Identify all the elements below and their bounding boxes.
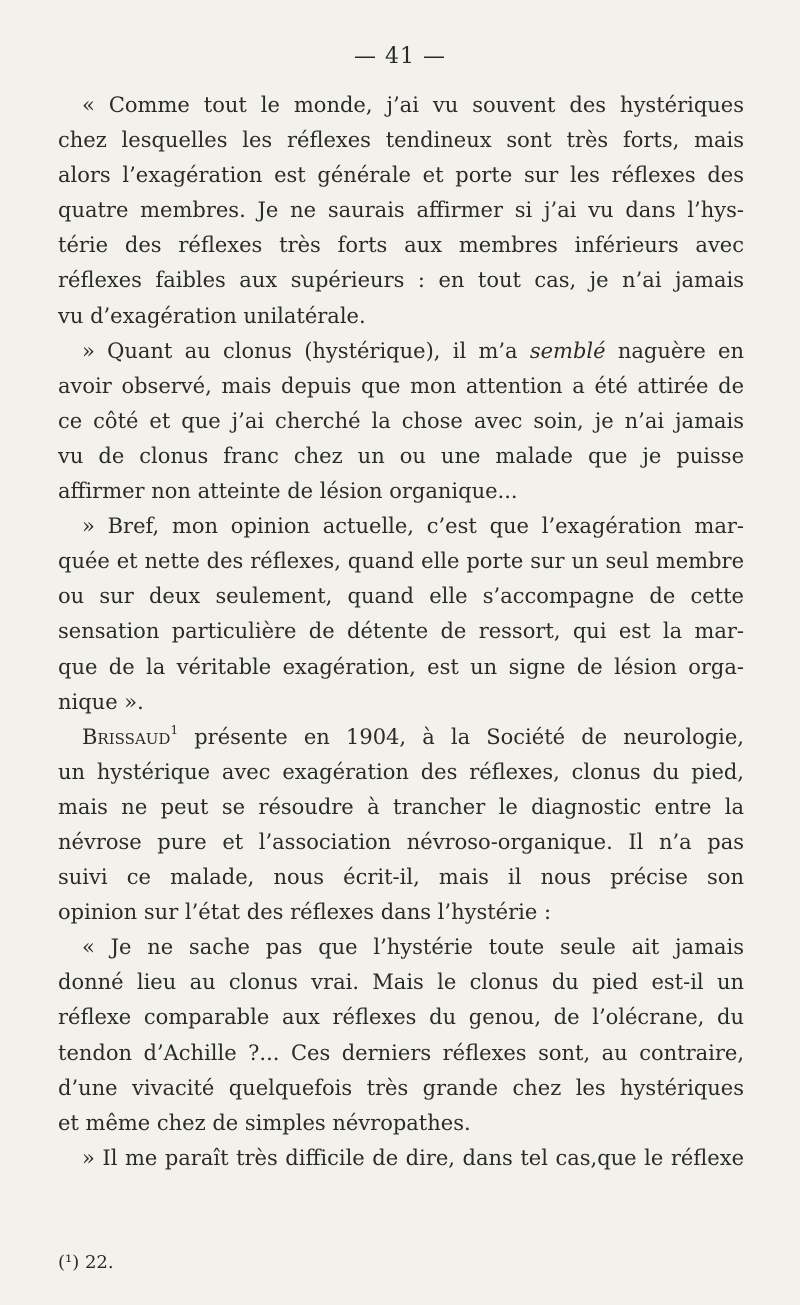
text-line: » Il me paraît très difficile de dire, dans tel cas,que le réflexe [82,1145,744,1170]
author-name: Brissaud [82,724,171,749]
text-line: « Je ne sache pas que l’hystérie toute seule ait jamais [82,935,744,960]
text-line: donné lieu au clonus vrai. Mais le clonus du pied est-il un [58,970,744,995]
text-line: « Comme tout le monde, j’ai vu souvent des hystériques [82,93,744,117]
text-line: alors l’exagération est générale et porte sur les réflexes des [58,163,744,188]
text-line: que de la véritable exagération, est un signe de lésion orga- [58,654,744,679]
text-segment: » Quant au clonus (hystérique), il m’a [82,338,530,363]
text-line: suivi ce malade, nous écrit-il, mais il nous précise son [58,865,744,890]
text-line: quatre membres. Je ne saurais affirmer si j’ai vu dans l’hys- [58,198,744,223]
italic-word: semblé [529,338,606,363]
text-line: et même chez de simples névropathes. [58,1110,471,1135]
footnote-marker: 1 [170,722,179,737]
text-line: avoir observé, mais depuis que mon attention a été attirée de [58,373,744,398]
text-line: névrose pure et l’association névroso-organique. Il n’a pas [58,829,744,854]
text-line: réflexe comparable aux réflexes du genou, de l’olécrane, du [58,1005,744,1030]
page-number: — 41 — [354,44,446,69]
text-line: tendon d’Achille ?... Ces derniers réflexes sont, au contraire, [58,1040,744,1065]
text-line [58,720,744,755]
text-line: sensation particulière de détente de ressort, qui est la mar- [58,619,744,644]
text-line: » Bref, mon opinion actuelle, c’est que l’exagération mar- [82,514,744,539]
text-line: mais ne peut se résoudre à trancher le diagnostic entre la [58,794,744,819]
text-line: vu de clonus franc chez un ou une malade que je puisse [58,443,744,468]
text-line: quée et nette des réflexes, quand elle porte sur un seul membre [58,549,744,574]
text-line: un hystérique avec exagération des réflexes, clonus du pied, [58,759,744,784]
text-line: d’une vivacité quelquefois très grande chez les hystériques [58,1075,744,1100]
text-line: vu d’exagération unilatérale. [58,303,366,328]
text-line: ou sur deux seulement, quand elle s’accompagne de cette [58,584,744,609]
text-line: térie des réflexes très forts aux membres inférieurs avec [58,233,744,258]
text-line: réflexes faibles aux supérieurs : en tout cas, je n’ai jamais [58,268,744,293]
body-text [58,88,744,1176]
text-line: opinion sur l’état des réflexes dans l’hystérie : [58,900,552,925]
text-segment: présente en 1904, à la Société de neurologie, [178,724,744,749]
text-line: chez lesquelles les réflexes tendineux sont très forts, mais [58,128,744,153]
text-line [58,334,744,369]
text-segment: naguère en [605,338,744,363]
footnote: (¹) 22. [58,1252,114,1273]
text-line: ce côté et que j’ai cherché la chose avec soin, je n’ai jamais [58,408,744,433]
text-line: nique ». [58,689,144,714]
text-line: affirmer non atteinte de lésion organique... [58,479,518,504]
